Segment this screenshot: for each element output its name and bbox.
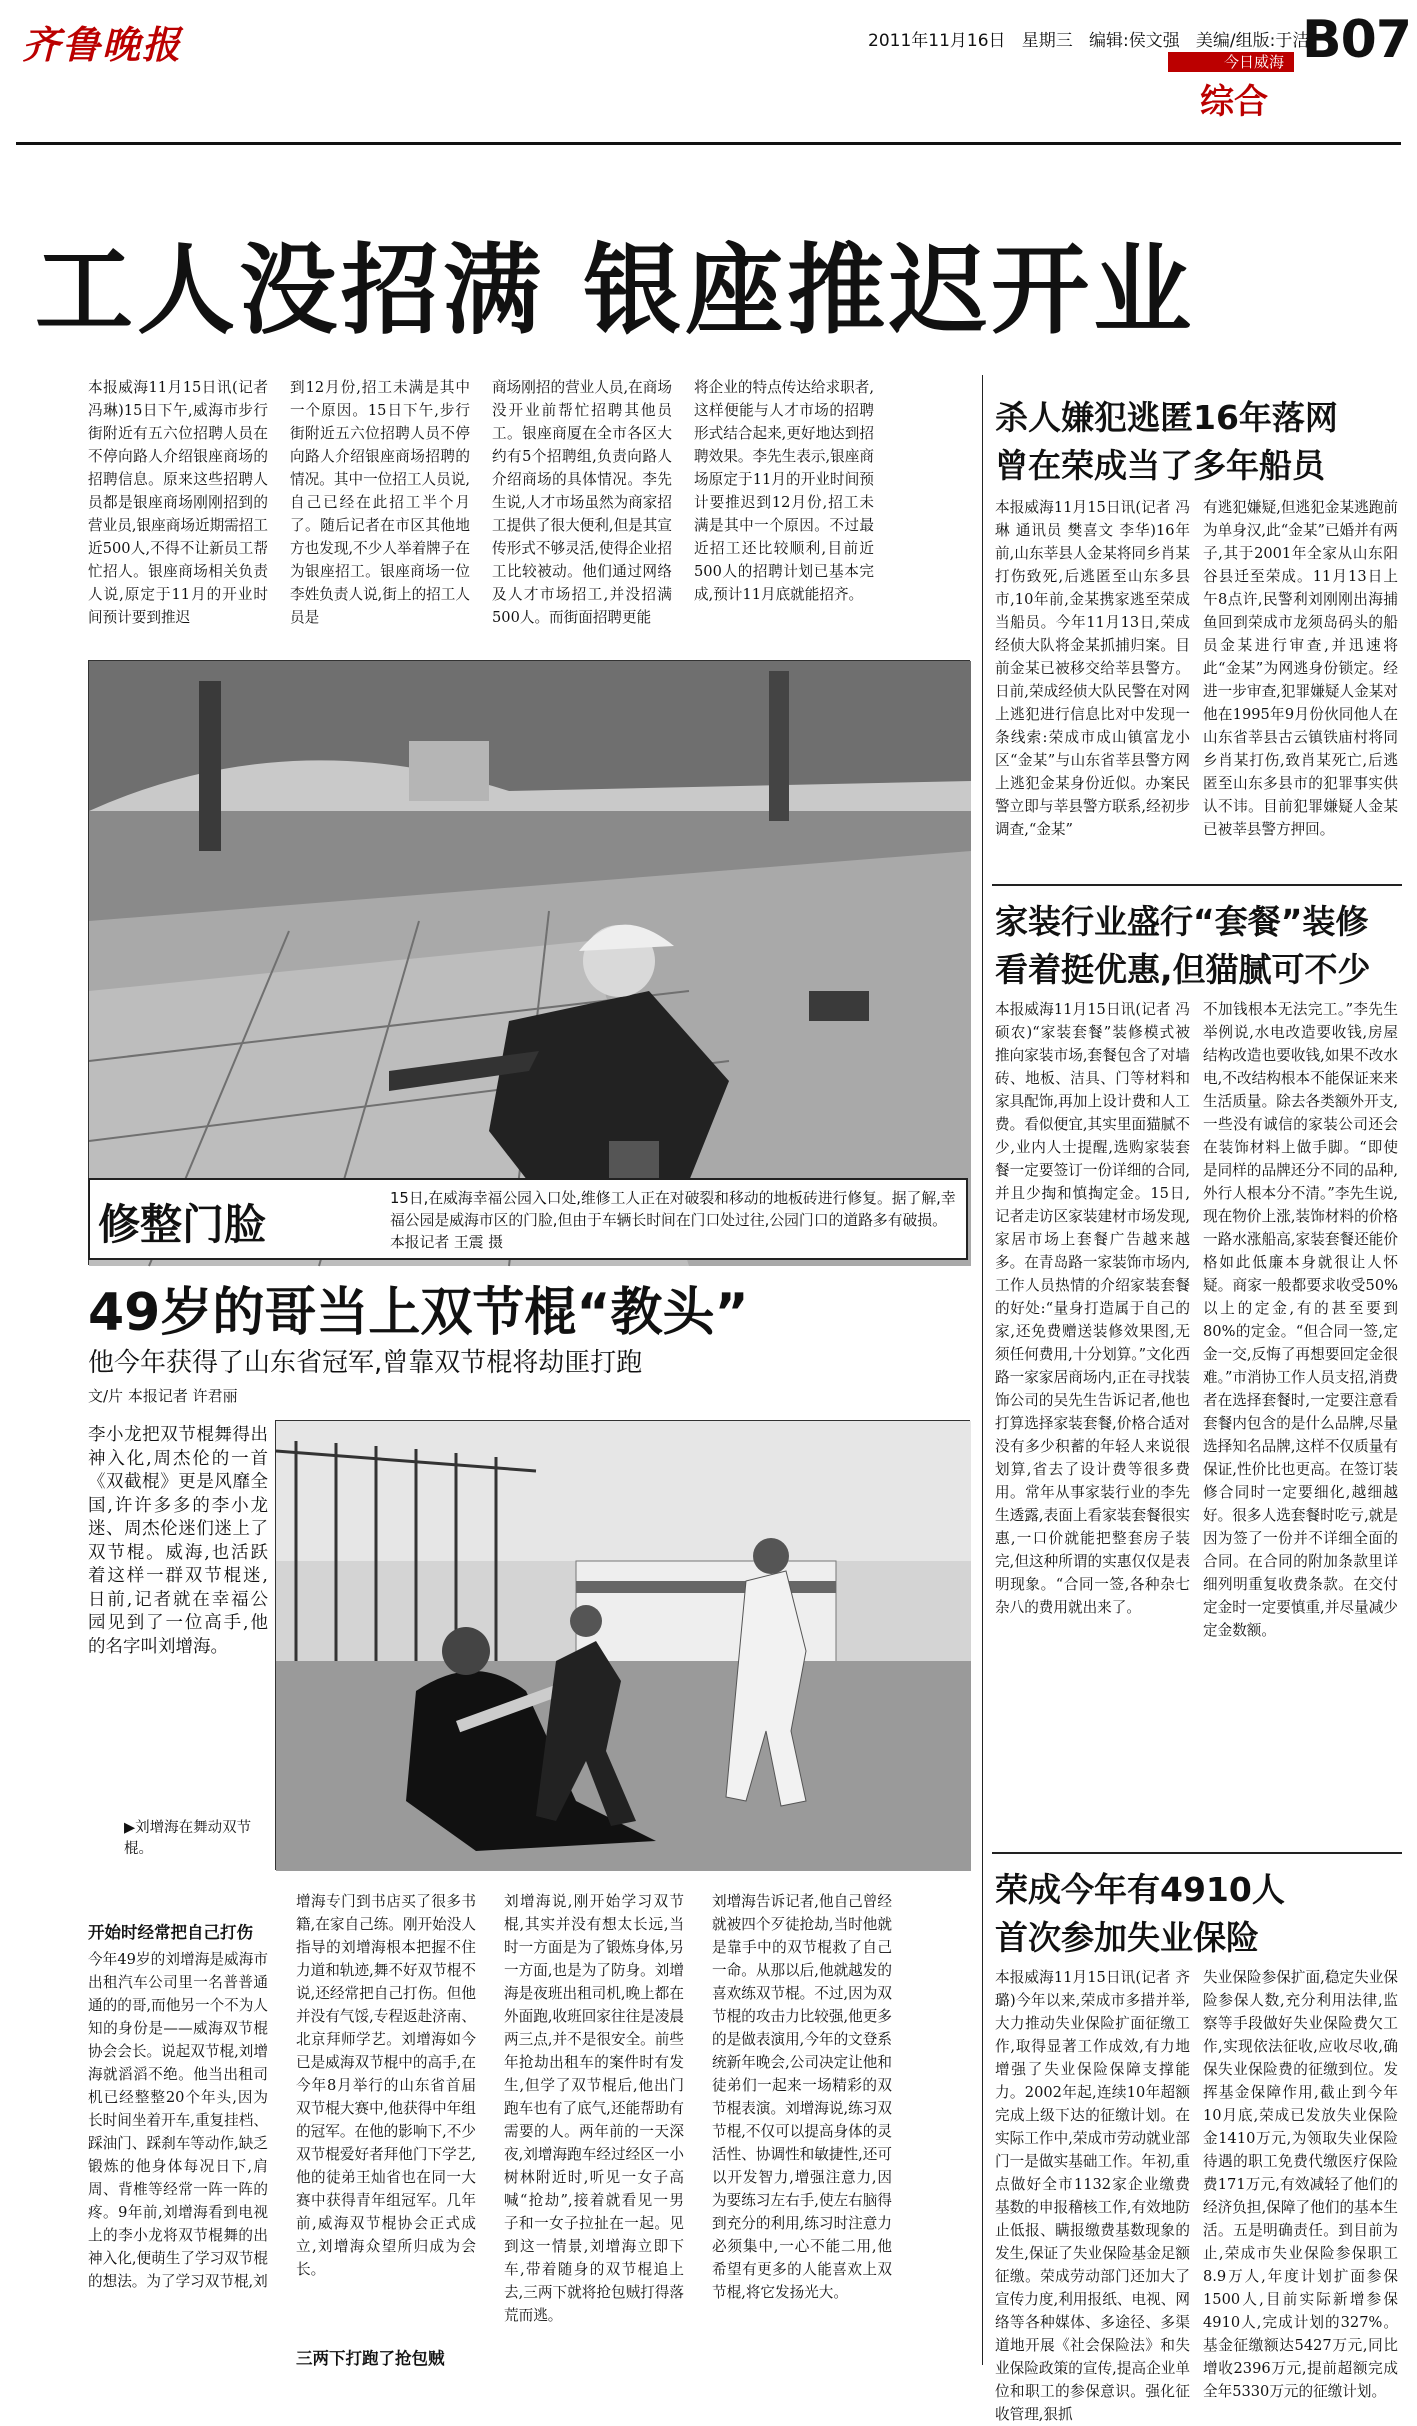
- photo-worker-repairing-tiles: [88, 660, 970, 1265]
- header-info: [868, 26, 1309, 51]
- right-story3-col-2: 失业保险参保扩面,稳定失业保险参保人数,充分利用法律,监察等手段做好失业保险费欠工作,实现依法征收,应收尽收,确保失业保险费的征缴到位。发挥基金保障作用,截止到今年10月底,荣成已发放失业保险金1410万元,为领取失业保险待遇的职工免费代缴医疗保险费171万元,有效减轻了他们的经济负担,保障了他们的基本生活。五是明确责任。到目前为止,荣成市失业保险参保职工8.9万人,年度计划扩面参保1500人,目前实际新增参保4910人,完成计划的327%。基金征缴额达5427万元,同比增收2396万元,提前超额完成全年5330万元的征缴计划。: [1203, 1969, 1398, 2400]
- story-byline: 文/片 本报记者 许君丽: [88, 1387, 238, 1405]
- right-story3-title-1: 荣成今年有4910人: [995, 1870, 1285, 1909]
- main-article-col-1: 本报威海11月15日讯(记者 冯琳)15日下午,威海市步行街附近有五六位招聘人员在不停向路人介绍银座商场的招聘信息。原来这些招聘人员都是银座商场刚刚招到的营业员,银座商场近期需招工近500人,不得不让新员工帮忙招人。银座商场相关负责人说,原定于11月的开业时间预计要到推迟: [88, 379, 268, 626]
- right-story2-title-1: 家装行业盛行“套餐”装修: [995, 902, 1369, 941]
- header-design: 美编/组版:于洁: [1195, 31, 1310, 51]
- right-story1-col-2: 有逃犯嫌疑,但逃犯金某逃跑前为单身汉,此“金某”已婚并有两子,其于2001年全家从山东阳谷县迁至荣成。11月13日上午8点许,民警利刘刚刚出海捕鱼回到荣成市龙须岛码头的船员金某进行审查,并迅速将此“金某”为网逃身份锁定。经进一步审查,犯罪嫌疑人金某对他在1995年9月份伙同他人在山东省莘县古云镇铁庙村将同乡肖某打伤,致肖某死亡,后逃匿至山东多县市的犯罪事实供认不讳。目前犯罪嫌疑人金某已被莘县警方押回。: [1203, 499, 1398, 838]
- story-lead: 李小龙把双节棍舞得出神入化,周杰伦的一首《双截棍》更是风靡全国,许许多多的李小龙迷、周杰伦迷们迷上了双节棍。威海,也活跃着这样一群双节棍迷,日前,记者就在幸福公园见到了一位高手,他的名字叫刘增海。: [88, 1425, 268, 1657]
- photo-caption-box: [88, 1178, 968, 1260]
- nunchaku-photo-caption: ▶刘增海在舞动双节棍。: [124, 1820, 252, 1857]
- story-headline: 49岁的哥当上双节棍“教头”: [88, 1283, 749, 1343]
- photo-caption-title: 修整门脸: [98, 1200, 267, 1249]
- header-editor: 编辑:侯文强: [1088, 31, 1180, 51]
- story-col-1: 今年49岁的刘增海是威海市出租汽车公司里一名普普通通的的哥,而他另一个不为人知的身份是——威海双节棍协会会长。说起双节棍,刘增海就滔滔不绝。他当出租司机已经整整20个年头,因为长时间坐着开车,重复挂档、踩油门、踩刹车等动作,缺乏锻炼的他身体每况日下,肩周、背椎等经常一阵一阵的疼。9年前,刘增海看到电视上的李小龙将双节棍舞的出神入化,便萌生了学习双节棍的想法。为了学习双节棍,刘: [88, 1951, 268, 2290]
- photo-nunchaku-practice: [275, 1420, 970, 1870]
- main-article-col-3: 商场刚招的营业人员,在商场没开业前帮忙招聘其他员工。银座商厦在全市各区大约有5个招聘组,负责向路人介绍商场的具体情况。李先生说,人才市场虽然为商家招工提供了很大便利,但是其宣传形式不够灵活,使得企业招工比较被动。他们通过网络及人才市场招工,并没招满500人。而街面招聘更能: [492, 379, 672, 626]
- right-story1-col-1: 本报威海11月15日讯(记者 冯琳 通讯员 樊喜文 李华)16年前,山东莘县人金某将同乡肖某打伤致死,后逃匿至山东多县市,10年前,金某携家逃至荣成当船员。今年11月13日,荣成经侦大队将金某抓捕归案。目前金某已被移交给莘县警方。日前,荣成经侦大队民警在对网上逃犯进行信息比对中发现一条线索:荣成市成山镇富龙小区“金某”与山东省莘县警方网上逃犯金某身份近似。办案民警立即与莘县警方联系,经初步调查,“金某”: [995, 499, 1190, 838]
- story-col-4: 刘增海告诉记者,他自己曾经就被四个歹徒抢劫,当时他就是靠手中的双节棍救了自己一命。从那以后,他就越发的喜欢练双节棍。不过,因为双节棍的攻击力比较强,他更多的是做表演用,今年的文登系统新年晚会,公司决定让他和徒弟们一起来一场精彩的双节棍表演。刘增海说,练习双节棍,不仅可以提高身体的灵活性、协调性和敏捷性,还可以开发智力,增强注意力,因为要练习左右手,使左右脑得到充分的利用,练习时注意力必须集中,一心不能二用,他希望有更多的人能喜欢上双节棍,将它发扬光大。: [712, 1893, 892, 2301]
- right-rule-2: [992, 1852, 1402, 1854]
- right-rule-1: [992, 884, 1402, 886]
- right-story2-col-2: 不加钱根本无法完工。”李先生举例说,水电改造要收钱,房屋结构改造也要收钱,如果不改水电,不改结构根本不能保证来来生活质量。除去各类额外开支,一些没有诚信的家装公司还会在装饰材料上做手脚。“即使是同样的品牌还分不同的品种,外行人根本分不清。”李先生说,现在物价上涨,装饰材料的价格一路水涨船高,家装套餐还能价格如此低廉本身就很让人怀疑。商家一般都要求收受50%以上的定金,有的甚至要到80%的定金。“但合同一签,定金一交,反悔了再想要回定金很难。”市消协工作人员支招,消费者在选择套餐时,一定要注意看套餐内包含的是什么品牌,尽量选择知名品牌,这样不仅质量有保证,性价比也更高。在签订装修合同时一定要细化,越细越好。很多人选套餐时吃亏,就是因为签了一份并不详细全面的合同。在合同的附加条款里详细列明重复收费条款。在交付定金时一定要慎重,并尽量减少定金数额。: [1203, 1001, 1398, 1639]
- story-col-2: 增海专门到书店买了很多书籍,在家自己练。刚开始没人指导的刘增海根本把握不住力道和轨迹,舞不好双节棍不说,还经常把自己打伤。但他并没有气馁,专程返赴济南、北京拜师学艺。刘增海如今已是威海双节棍中的高手,在今年8月举行的山东省首届双节棍大赛中,他获得中年组的冠军。在他的影响下,不少双节棍爱好者拜他门下学艺,他的徒弟王灿省也在同一大赛中获得青年组冠军。几年前,威海双节棍协会正式成立,刘增海众望所归成为会长。: [296, 1893, 476, 2278]
- photo-caption-text: 15日,在威海幸福公园入口处,维修工人正在对破裂和移动的地板砖进行修复。据了解,幸福公园是威海市区的门脸,但由于车辆长时间在门口处过往,公园门口的道路多有破损。 本报记者 王震 摄: [390, 1190, 956, 1251]
- story-section-title-1: 开始时经常把自己打伤: [88, 1923, 253, 1942]
- right-story2-title-2: 看着挺优惠,但猫腻可不少: [995, 950, 1371, 989]
- column-divider: [982, 375, 983, 2365]
- story-section-title-2: 三两下打跑了抢包贼: [296, 2349, 445, 2368]
- header-rule: [16, 142, 1401, 145]
- main-article-col-2: 到12月份,招工未满是其中一个原因。15日下午,步行街附近五六位招聘人员不停向路人介绍银座商场招聘的情况。其中一位招工人员说,自己已经在此招工半个月了。随后记者在市区其他地方也发现,不少人举着牌子在为银座招工。银座商场一位李姓负责人说,街上的招工人员是: [290, 379, 470, 626]
- right-story1-title-2: 曾在荣成当了多年船员: [995, 446, 1325, 485]
- section-label: 今日威海: [1168, 52, 1294, 72]
- right-story2-col-1: 本报威海11月15日讯(记者 冯硕农)“家装套餐”装修模式被推向家装市场,套餐包含了对墙砖、地板、洁具、门等材料和家具配饰,再加上设计费和人工费。看似便宜,其实里面猫腻不少,业内人士提醒,选购家装套餐一定要签订一份详细的合同,并且少掏和慎掏定金。15日,记者走访区家装建材市场发现,家居市场上套餐广告越来越多。在青岛路一家装饰市场内,工作人员热情的介绍家装套餐的好处:“量身打造属于自己的家,还免费赠送装修效果图,无须任何费用,十分划算。”文化西路一家家居商场内,正在寻找装饰公司的吴先生告诉记者,他也打算选择家装套餐,价格合适对没有多少积蓄的年轻人来说很划算,省去了设计费等很多费用。常年从事家装行业的李先生透露,表面上看家装套餐很实惠,一口价就能把整套房子装完,但这种所谓的实惠仅仅是表明现象。“合同一签,各种杂七杂八的费用就出来了。: [995, 1001, 1190, 1616]
- right-story3-title-2: 首次参加失业保险: [995, 1918, 1259, 1957]
- right-story3-col-1: 本报威海11月15日讯(记者 齐璐)今年以来,荣成市多措并举,大力推动失业保险扩面征缴工作,取得显著工作成效,有力地增强了失业保险保障支撑能力。2002年起,连续10年超额完成上级下达的征缴计划。在实际工作中,荣成市劳动就业部门一是做实基础工作。年初,重点做好全市1132家企业缴费基数的申报稽核工作,有效地防止低报、瞒报缴费基数现象的发生,保证了失业保险基金足额征缴。荣成劳动部门还加大了宣传力度,利用报纸、电视、网络等各种媒体、多途径、多渠道地开展《社会保险法》和失业保险政策的宣传,提高企业单位和职工的参保意识。强化征收管理,狠抓: [995, 1969, 1190, 2423]
- right-story1-title-1: 杀人嫌犯逃匿16年落网: [995, 398, 1338, 437]
- page-number: B07: [1302, 10, 1411, 70]
- masthead: 齐鲁晚报: [22, 22, 183, 67]
- story-col-3: 刘增海说,刚开始学习双节棍,其实并没有想太长远,当时一方面是为了锻炼身体,另一方面,也是为了防身。刘增海是夜班出租司机,晚上都在外面跑,收班回家往往是凌晨两三点,并不是很安全。前些年抢劫出租车的案件时有发生,但学了双节棍后,他出门跑车也有了底气,还能帮助有需要的人。两年前的一天深夜,刘增海跑车经过经区一小树林附近时,听见一女子高喊“抢劫”,接着就看见一男子和一女子拉扯在一起。见到这一情景,刘增海立即下车,带着随身的双节棍追上去,三两下就将抢包贼打得落荒而逃。: [504, 1893, 684, 2324]
- main-headline: 工人没招满 银座推迟开业: [35, 234, 1196, 348]
- main-article-col-4: 将企业的特点传达给求职者,这样便能与人才市场的招聘形式结合起来,更好地达到招聘效果。李先生表示,银座商场原定于11月的开业时间预计要推迟到12月份,招工未满是其中一个原因。不过最近招工还比较顺利,目前近500人的招聘计划已基本完成,预计11月底就能招齐。: [694, 379, 874, 603]
- section-name: 综合: [1200, 82, 1268, 122]
- story-subheadline: 他今年获得了山东省冠军,曾靠双节棍将劫匪打跑: [88, 1348, 643, 1378]
- header-weekday: 星期三: [1021, 31, 1073, 51]
- header-date: 2011年11月16日: [868, 31, 1006, 51]
